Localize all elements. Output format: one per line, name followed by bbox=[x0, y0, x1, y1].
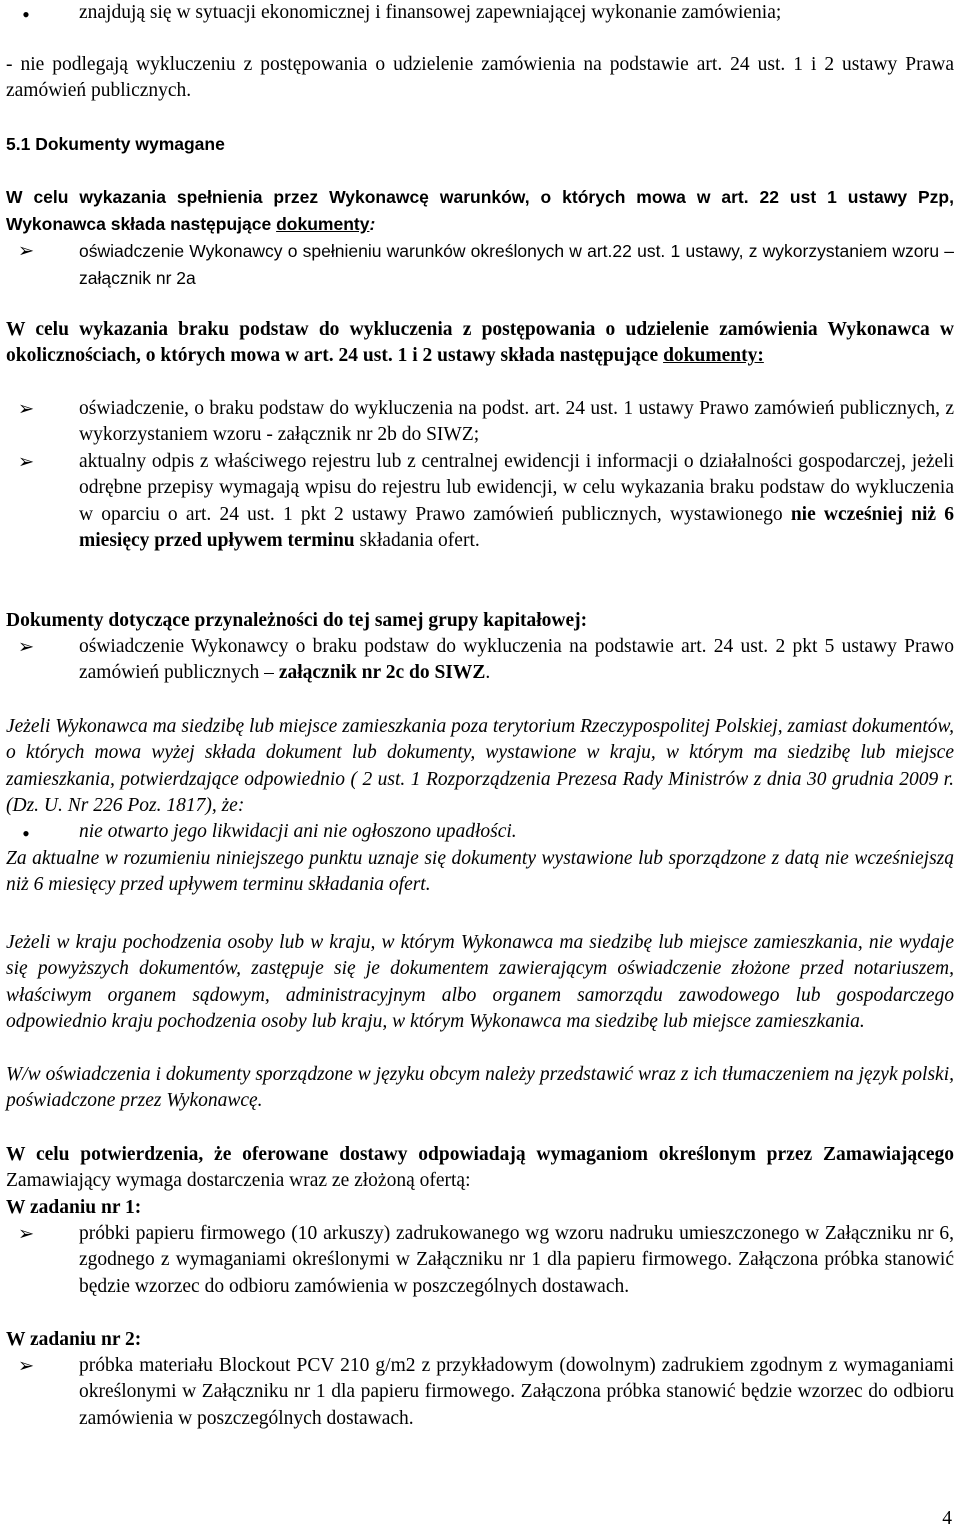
list-item-statement-exclusion: oświadczenie, o braku podstaw do wykluczenia na podst. art. 24 ust. 1 ustawy Prawo zamówień publicznych, z wykorzystaniem wzoru - załącznik nr 2b do SIWZ; bbox=[79, 398, 954, 446]
documents-underlined: dokumenty bbox=[276, 214, 370, 234]
arrow-marker: ➢ bbox=[17, 399, 35, 420]
paragraph-notary-statement: Jeżeli w kraju pochodzenia osoby lub w kraju, w którym Wykonawca ma siedzibę lub miejsce zamieszkania, nie wydaje się powyższych dokumentów, zastępuje się je dokumentem zawierającym oświadczenie złożone przed notariuszem, właściwym organem sądowym, administracyjnym albo organem samorządu zawodowego lub gospodarczego odpowiednio kraju pochodzenia osoby lub kraju, w którym Wykonawca ma siedzibę lub miejsce zamieszkania. bbox=[6, 932, 954, 1032]
arrow-marker: ➢ bbox=[17, 241, 35, 262]
arrow-marker: ➢ bbox=[17, 1224, 35, 1245]
capital-group-heading: Dokumenty dotyczące przynależności do tej samej grupy kapitałowej: bbox=[6, 610, 588, 631]
bullet-marker: • bbox=[22, 2, 30, 27]
section-heading: 5.1 Dokumenty wymagane bbox=[6, 134, 225, 154]
paragraph-exclusion: - nie podlegają wykluczeniu z postępowania o udzielenie zamówienia na podstawie art. 24 ust. 1 i 2 ustawy Prawa zamówień publicznych. bbox=[6, 54, 954, 102]
paragraph-foreign-contractor: Jeżeli Wykonawca ma siedzibę lub miejsce zamieszkania poza terytorium Rzeczypospolitej Polskiej, zamiast dokumentów, o których mowa wyżej składa dokument lub dokumenty, wystawione w kraju, w którym ma siedzibę lub miejsce zamieszkania, potwierdzające odpowiednio ( 2 ust. 1 Rozporządzenia Prezesa Rady Ministrów z dnia 30 grudnia 2009 r. (Dz. U. Nr 226 Poz. 1817), że: bbox=[6, 716, 954, 816]
task2-heading: W zadaniu nr 2: bbox=[6, 1329, 142, 1350]
list-item-registry-extract: aktualny odpis z właściwego rejestru lub z centralnej ewidencji i informacji o działalności gospodarczej, jeżeli odrębne przepisy wymagają wpisu do rejestru lub ewidencji, w celu wykazania braku podstaw do wykluczenia w oparciu o art. 24 ust. 1 pkt 2 ustawy Prawo zamówień publicznych, wystawionego nie wcześniej niż 6 miesięcy przed upływem terminu składania ofert. bbox=[79, 451, 954, 551]
paragraph-samples-intro: W celu potwierdzenia, że oferowane dostawy odpowiadają wymaganiom określonym przez Zamawiającego Zamawiający wymaga dostarczenia wraz ze złożoną ofertą: bbox=[6, 1144, 954, 1192]
task1-heading: W zadaniu nr 1: bbox=[6, 1197, 142, 1218]
section-intro-1: W celu wykazania spełnienia przez Wykonawcę warunków, o których mowa w art. 22 ust 1 ustawy Pzp, Wykonawca składa następujące dokumenty: bbox=[6, 187, 954, 234]
list-item-statement-conditions: oświadczenie Wykonawcy o spełnieniu warunków określonych w art.22 ust. 1 ustawy, z wykorzystaniem wzoru – załącznik nr 2a bbox=[79, 241, 954, 288]
section-intro-2: W celu wykazania braku podstaw do wykluczenia z postępowania o udzielenie zamówienia Wykonawca w okolicznościach, o których mowa w art. 24 ust. 1 i 2 ustawy składa następujące dokumenty: bbox=[6, 319, 954, 367]
bullet-item-no-liquidation: nie otwarto jego likwidacji ani nie ogłoszono upadłości. bbox=[79, 821, 517, 842]
paragraph-validity: Za aktualne w rozumieniu niniejszego punktu uznaje się dokumenty wystawione lub sporządzone z datą nie wcześniejszą niż 6 miesięcy przed upływem terminu składania ofert. bbox=[6, 848, 954, 896]
list-item-task2-sample: próbka materiału Blockout PCV 210 g/m2 z przykładowym (dowolnym) zadrukiem zgodnym z wymaganiami określonymi w Załączniku nr 1 dla papieru firmowego. Załączona próbka stanowić będzie wzorzec do odbioru zamówienia w poszczególnych dostawach. bbox=[79, 1355, 954, 1429]
bullet-marker: • bbox=[22, 821, 30, 846]
arrow-marker: ➢ bbox=[17, 452, 35, 473]
paragraph-translation: W/w oświadczenia i dokumenty sporządzone w języku obcym należy przedstawić wraz z ich tłumaczeniem na język polski, poświadczone przez Wykonawcę. bbox=[6, 1064, 954, 1112]
documents-underlined: dokumenty: bbox=[663, 345, 764, 367]
arrow-marker: ➢ bbox=[17, 637, 35, 658]
list-item-capital-group-statement: oświadczenie Wykonawcy o braku podstaw do wykluczenia na podstawie art. 24 ust. 2 pkt 5 ustawy Prawo zamówień publicznych – załącznik nr 2c do SIWZ. bbox=[79, 636, 954, 684]
arrow-marker: ➢ bbox=[17, 1356, 35, 1377]
bullet-item-economic: znajdują się w sytuacji ekonomicznej i finansowej zapewniającej wykonanie zamówienia; bbox=[79, 2, 782, 23]
page-number: 4 bbox=[942, 1508, 952, 1529]
list-item-task1-sample: próbki papieru firmowego (10 arkuszy) zadrukowanego wg wzoru nadruku umieszczonego w Załączniku nr 6, zgodnego z wymaganiami określonymi w Załączniku nr 1 dla papieru firmowego. Załączona próbka stanowić będzie wzorzec do odbioru zamówienia w poszczególnych dostawach. bbox=[79, 1223, 954, 1297]
